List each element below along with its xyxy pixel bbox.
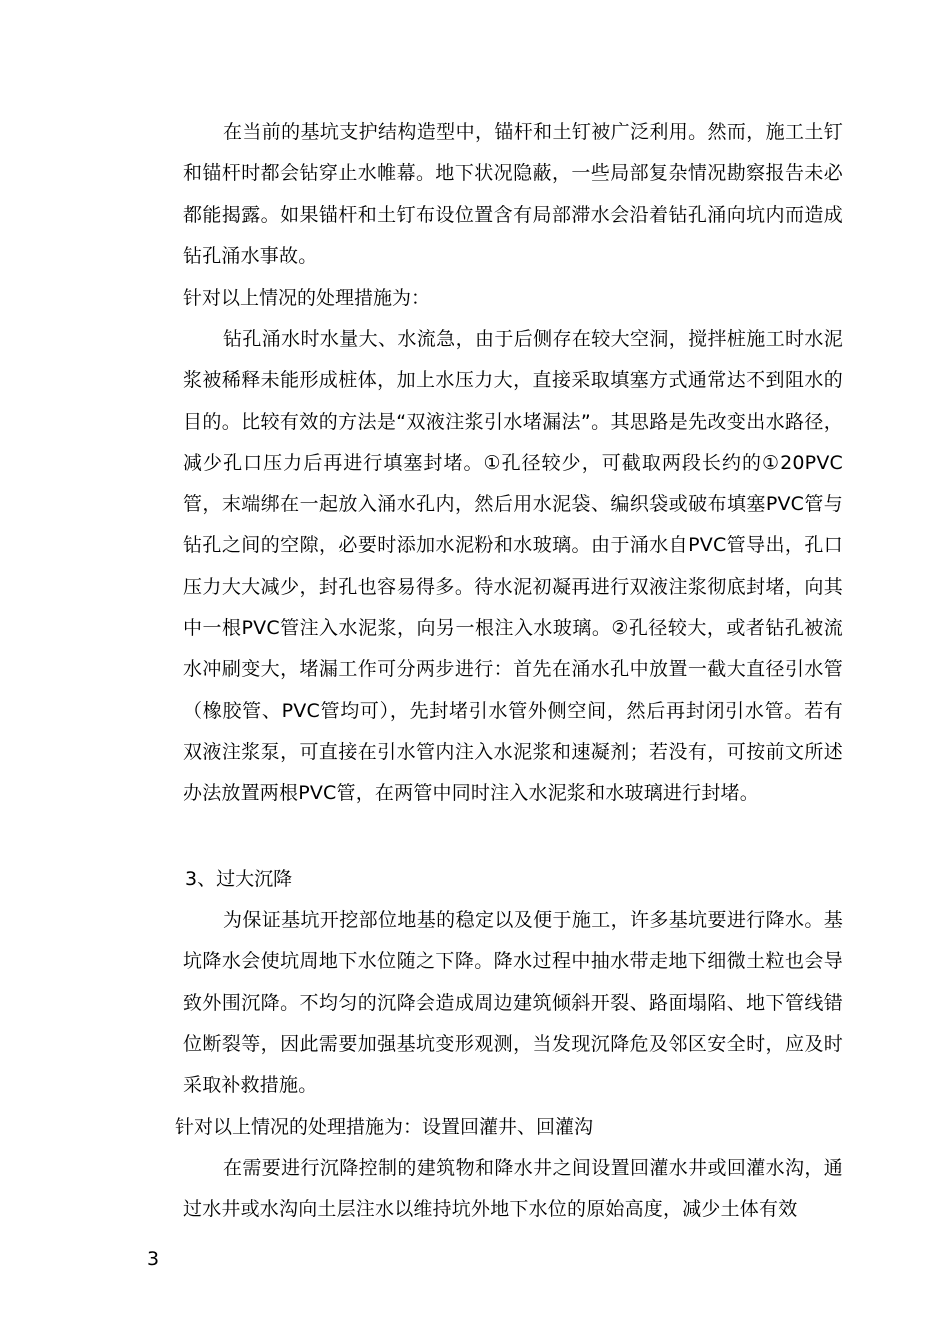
page-number: 3 xyxy=(147,1248,160,1270)
paragraph-borehole-water-treatment: 钻孔涌水时水量大、水流急，由于后侧存在较大空洞，搅拌桩施工时水泥浆被稀释未能形成桩体，加上水压力大，直接采取填塞方式通常达不到阻水的目的。比较有效的方法是“双液注浆引水堵漏法”。其思路是先改变出水路径，减少孔口压力后再进行填塞封堵。①孔径较少，可截取两段长约的①20PVC管，末端绑在一起放入涌水孔内，然后用水泥袋、编织袋或破布填塞PVC管与钻孔之间的空隙，必要时添加水泥粉和水玻璃。由于涌水自PVC管导出，孔口压力大大减少，封孔也容易得多。待水泥初凝再进行双液注浆彻底封堵，向其中一根PVC管注入水泥浆，向另一根注入水玻璃。②孔径较大，或者钻孔被流水冲刷变大，堵漏工作可分两步进行：首先在涌水孔中放置一截大直径引水管（橡胶管、PVC管均可），先封堵引水管外侧空间，然后再封闭引水管。若有双液注浆泵，可直接在引水管内注入水泥浆和速凝剂；若没有，可按前文所述办法放置两根PVC管，在两管中同时注入水泥浆和水玻璃进行封堵。 xyxy=(183,328,843,805)
heading-excessive-settlement: 3、过大沉降 xyxy=(185,868,293,890)
paragraph-anchor-nail-intro: 在当前的基坑支护结构造型中，锚杆和土钉被广泛利用。然而，施工土钉和锚杆时都会钻穿止水帷幕。地下状况隐蔽，一些局部复杂情况勘察报告未必都能揭露。如果锚杆和土钉布设位置含有局部滞水会沿着钻孔涌向坑内而造成钻孔涌水事故。 xyxy=(183,121,843,267)
paragraph-recharge-well: 在需要进行沉降控制的建筑物和降水井之间设置回灌水井或回灌水沟，通过水井或水沟向土层注水以维持坑外地下水位的原始高度，减少土体有效 xyxy=(183,1157,843,1221)
heading-treatment-measures-2: 针对以上情况的处理措施为：设置回灌井、回灌沟 xyxy=(175,1116,594,1138)
heading-treatment-measures-1: 针对以上情况的处理措施为： xyxy=(183,287,431,309)
paragraph-settlement-description: 为保证基坑开挖部位地基的稳定以及便于施工，许多基坑要进行降水。基坑降水会使坑周地下水位随之下降。降水过程中抽水带走地下细微土粒也会导致外围沉降。不均匀的沉降会造成周边建筑倾斜开裂、路面塌陷、地下管线错位断裂等，因此需要加强基坑变形观测，当发现沉降危及邻区安全时，应及时采取补救措施。 xyxy=(183,909,843,1097)
